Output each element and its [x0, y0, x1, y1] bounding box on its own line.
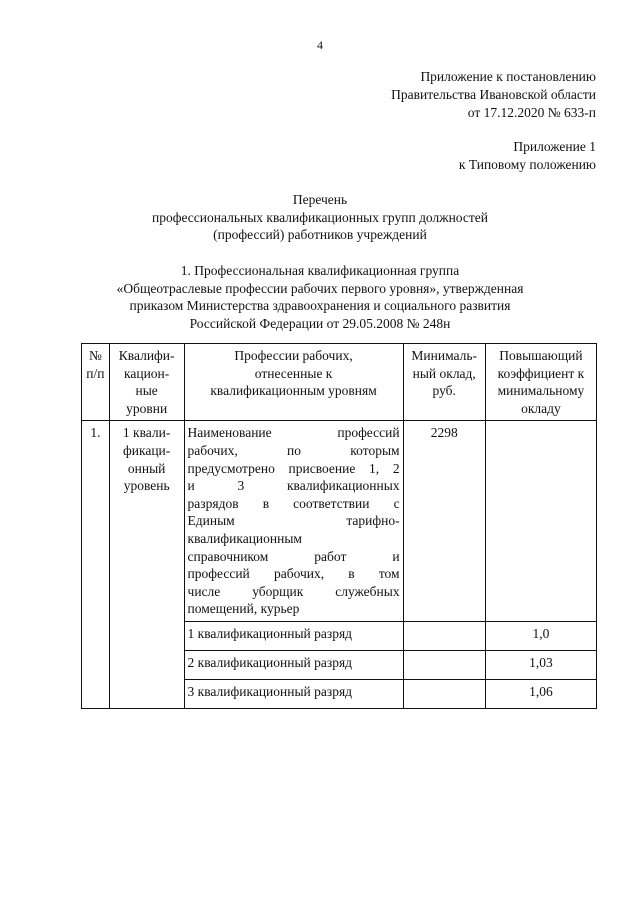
page-number: 4	[317, 38, 323, 52]
appendix-line: Правительства Ивановской области	[391, 87, 596, 102]
section-heading-line: 1. Профессиональная квалификационная группа	[180, 263, 460, 278]
subrow-salary-empty	[403, 650, 485, 679]
appendix-reference-block	[391, 68, 596, 122]
section-heading-line: приказом Министерства здравоохранения и социального развития	[129, 298, 511, 313]
title-line: Перечень	[292, 192, 348, 207]
qualification-table	[81, 343, 597, 709]
subrow-grade-name: 1 квалификационный разряд	[184, 621, 403, 650]
header-professions: Профессии рабочих, отнесенные к квалификационным уровням	[184, 344, 403, 421]
document-title	[0, 191, 640, 244]
section-heading-line: «Общеотраслевые профессии рабочих первого уровня», утвержденная	[116, 280, 524, 296]
subrow-salary-empty	[403, 679, 485, 708]
table-header-row	[82, 344, 597, 421]
header-min-salary: Минималь- ный оклад, руб.	[403, 344, 485, 421]
subrow-coefficient: 1,0	[485, 621, 596, 650]
row-qualification-level: 1 квали- фикаци- онный уровень	[109, 421, 184, 709]
title-line: профессиональных квалификационных групп должностей	[151, 209, 488, 225]
sub-appendix-reference-block	[459, 138, 596, 174]
sub-appendix-line: к Типовому положению	[458, 157, 596, 172]
section-heading	[0, 262, 640, 332]
subrow-coefficient: 1,06	[485, 679, 596, 708]
subrow-coefficient: 1,03	[485, 650, 596, 679]
appendix-line: от 17.12.2020 № 633-п	[467, 105, 596, 120]
row-coefficient-empty	[485, 421, 596, 622]
title-line: (профессий) работников учреждений	[213, 227, 427, 242]
section-heading-line: Российской Федерации от 29.05.2008 № 248н	[189, 315, 451, 331]
header-coefficient: Повышающий коэффициент к минимальному окладу	[485, 344, 596, 421]
row-min-salary: 2298	[403, 421, 485, 622]
table-row	[82, 421, 597, 622]
subrow-salary-empty	[403, 621, 485, 650]
subrow-grade-name: 2 квалификационный разряд	[184, 650, 403, 679]
header-number: № п/п	[82, 344, 110, 421]
appendix-line: Приложение к постановлению	[420, 69, 596, 84]
row-profession-description: Наименование профессий рабочих, по которым предусмотрено присвоение 1, 2 и 3 квалификационных разрядов в соответствии с Единым тарифно- квалификационным справочником работ и профессий рабочих, в том числе уборщик служебных помещений, курьер	[184, 421, 403, 622]
header-qualification-level: Квалифи- кацион- ные уровни	[109, 344, 184, 421]
row-number: 1.	[82, 421, 110, 709]
subrow-grade-name: 3 квалификационный разряд	[184, 679, 403, 708]
sub-appendix-line: Приложение 1	[513, 139, 596, 154]
